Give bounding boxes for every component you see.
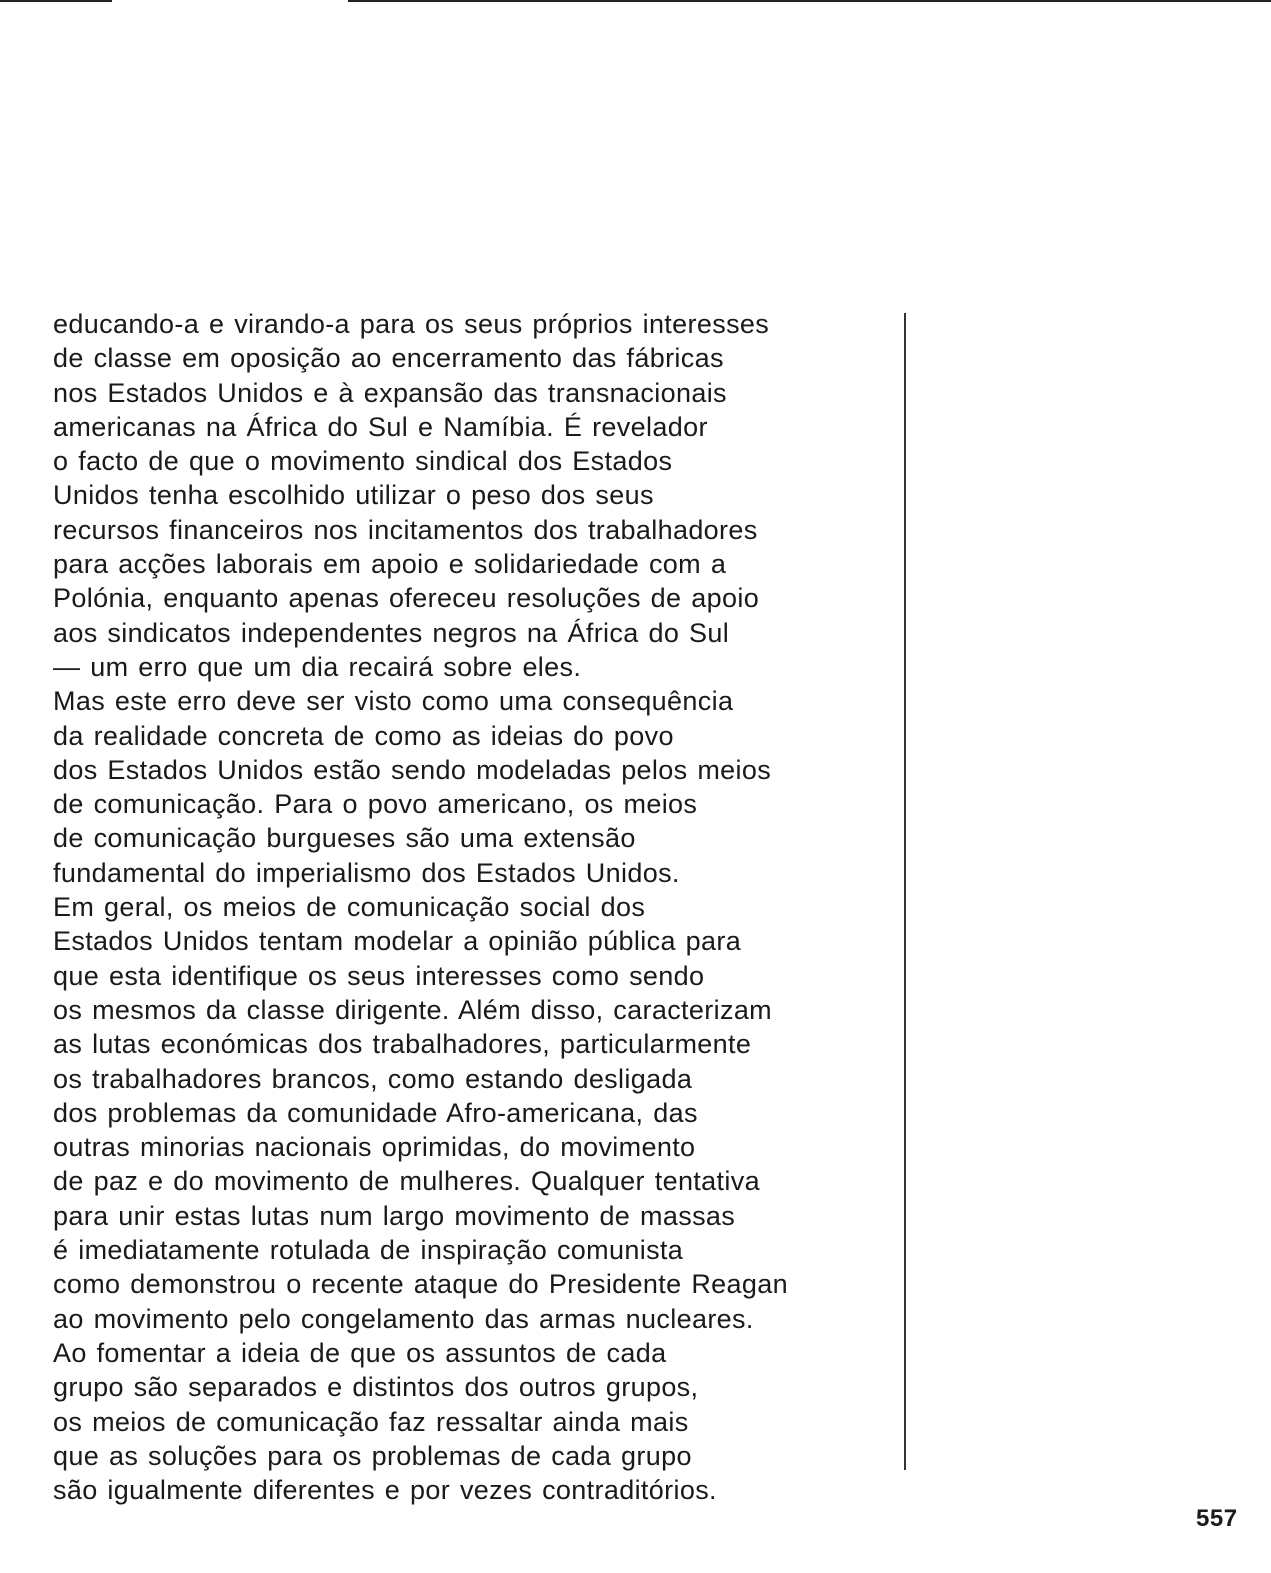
column-rule [904, 313, 906, 1470]
text-line: fundamental do imperialismo dos Estados Unidos. [53, 857, 680, 888]
text-line: de classe em oposição ao encerramento das fábricas [53, 343, 724, 374]
text-line: educando-a e virando-a para os seus próprios interesses [53, 309, 770, 339]
text-line: dos Estados Unidos estão sendo modeladas pelos meios [53, 754, 772, 785]
text-line: Mas este erro deve ser visto como uma consequência [53, 686, 734, 717]
text-line: Ao fomentar a ideia de que os assuntos de cada [53, 1337, 667, 1368]
text-line: são igualmente diferentes e por vezes contraditórios. [53, 1475, 717, 1506]
text-line: grupo são separados e distintos dos outros grupos, [53, 1372, 699, 1403]
text-line: para acções laborais em apoio e solidariedade com a [53, 549, 727, 580]
text-line: americanas na África do Sul e Namíbia. É revelador [53, 411, 708, 442]
text-line: dos problemas da comunidade Afro-americana, das [53, 1097, 698, 1128]
text-line: da realidade concreta de como as ideias do povo [53, 720, 674, 751]
top-rule-left [0, 0, 112, 2]
text-line: de comunicação. Para o povo americano, os meios [53, 789, 698, 820]
text-line: de comunicação burgueses são uma extensão [53, 823, 636, 854]
text-line: Em geral, os meios de comunicação social dos [53, 892, 646, 923]
text-line: o facto de que o movimento sindical dos Estados [53, 446, 673, 477]
text-line: os trabalhadores brancos, como estando desligada [53, 1063, 693, 1094]
top-rule-right [348, 0, 1271, 2]
text-line: que as soluções para os problemas de cada grupo [53, 1440, 692, 1471]
text-line: recursos financeiros nos incitamentos dos trabalhadores [53, 514, 758, 545]
text-line: de paz e do movimento de mulheres. Qualquer tentativa [53, 1166, 760, 1197]
text-line: para unir estas lutas num largo movimento de massas [53, 1200, 736, 1231]
page-number: 557 [1196, 1505, 1238, 1532]
text-line: que esta identifique os seus interesses como sendo [53, 960, 705, 991]
text-line: os meios de comunicação faz ressaltar ainda mais [53, 1406, 689, 1437]
text-line: Unidos tenha escolhido utilizar o peso dos seus [53, 480, 654, 511]
text-line: Estados Unidos tentam modelar a opinião pública para [53, 926, 742, 957]
text-line: é imediatamente rotulada de inspiração comunista [53, 1235, 684, 1266]
body-text [53, 307, 901, 1507]
text-line: os mesmos da classe dirigente. Além disso, caracterizam [53, 994, 773, 1025]
text-line: as lutas económicas dos trabalhadores, particularmente [53, 1029, 752, 1060]
text-line: outras minorias nacionais oprimidas, do movimento [53, 1132, 696, 1163]
text-line: Polónia, enquanto apenas ofereceu resoluções de apoio [53, 583, 760, 614]
text-line: ao movimento pelo congelamento das armas nucleares. [53, 1303, 754, 1334]
text-line: aos sindicatos independentes negros na África do Sul [53, 617, 730, 648]
text-line: nos Estados Unidos e à expansão das transnacionais [53, 377, 727, 408]
text-line: — um erro que um dia recairá sobre eles. [53, 651, 582, 682]
text-line: como demonstrou o recente ataque do Presidente Reagan [53, 1269, 789, 1300]
